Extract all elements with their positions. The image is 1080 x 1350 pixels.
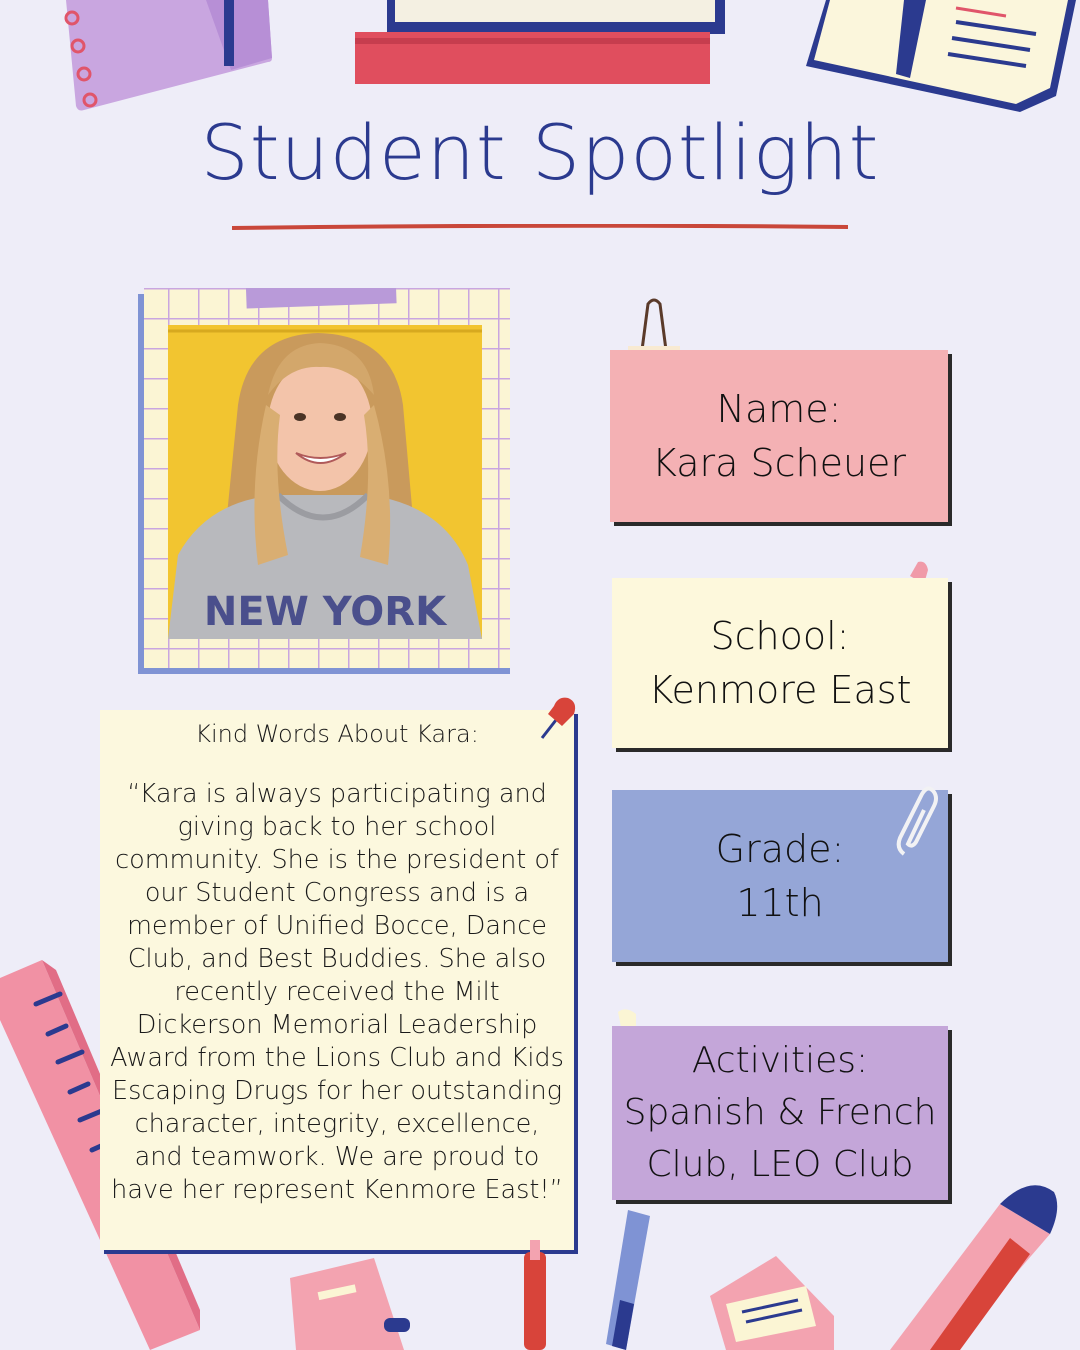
envelope-illustration: [706, 1256, 834, 1350]
highlighter-illustration: [890, 1174, 1060, 1350]
school-value: Kenmore East: [648, 668, 912, 712]
school-label: School:: [710, 614, 850, 658]
grade-value: 11th: [736, 881, 824, 925]
name-value: Kara Scheuer: [651, 441, 907, 485]
activities-line2: Club, LEO Club: [646, 1144, 914, 1185]
shirt-text: NEW YORK: [203, 589, 447, 635]
activities-label: Activities:: [691, 1040, 869, 1081]
paper-clip-icon: [894, 784, 940, 860]
name-card: [610, 350, 948, 522]
page-title: Student Spotlight: [200, 108, 880, 197]
activities-line1: Spanish & French: [623, 1092, 937, 1133]
pencil-illustration: [606, 1210, 656, 1350]
push-pin-icon: [534, 694, 580, 742]
open-book-illustration: [806, 0, 1080, 118]
kind-words-note: [100, 710, 574, 1250]
notebook-illustration: [288, 1258, 418, 1350]
spiral-notebook-illustration: [56, 0, 276, 112]
book-stack-illustration: [355, 0, 727, 86]
grade-label: Grade:: [715, 827, 845, 871]
student-photo: [168, 325, 482, 639]
kind-words-quote: “Kara is always participating and giving back to her school community. She is the president of our Student Congress and is a member of Unified Bocce, Dance Club, and Best Buddies. She also recently received the Milt Dickerson Memorial Leadership Award from the Lions Club and Kids Escaping Drugs for her outstanding character, integrity, excellence, and teamwork. We are proud to have her represent Kenmore East!”: [110, 779, 564, 1205]
pen-illustration: [516, 1240, 556, 1350]
school-card: [612, 578, 948, 748]
title-underline: [232, 224, 848, 230]
name-label: Name:: [716, 387, 842, 431]
kind-words-heading: Kind Words About Kara:: [195, 720, 479, 748]
